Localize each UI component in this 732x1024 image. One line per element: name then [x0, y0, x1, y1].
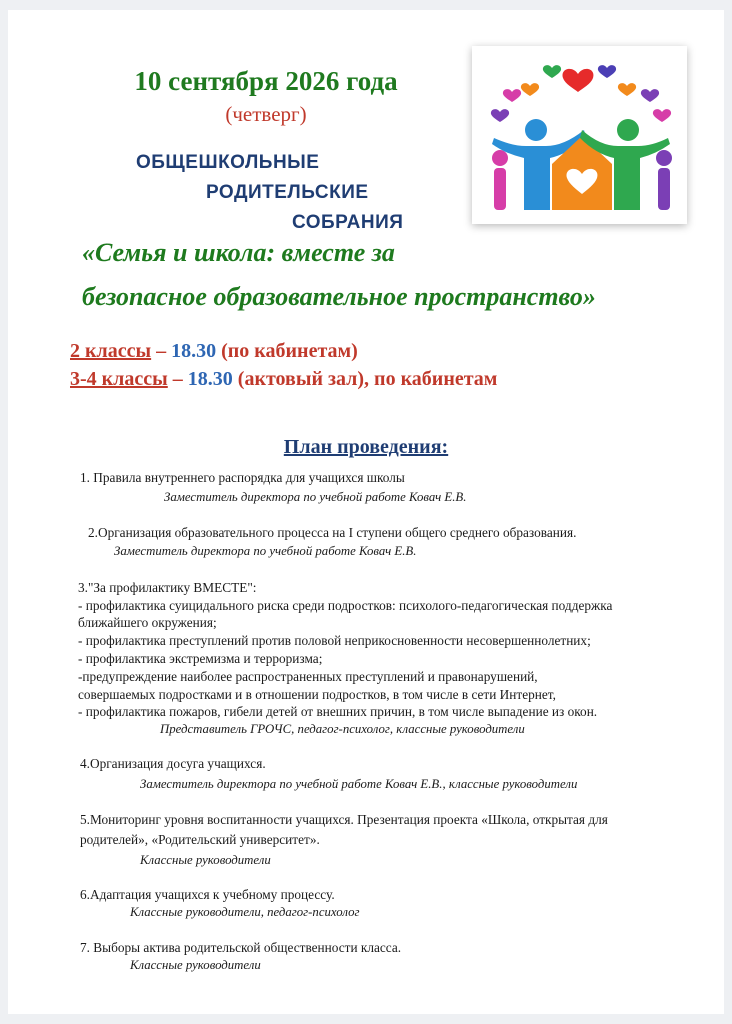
plan-item-6-responsible: Классные руководители, педагог-психолог — [130, 905, 360, 919]
plan-item-5-responsible: Классные руководители — [140, 853, 271, 867]
plan-title: План проведения: — [283, 436, 449, 458]
plan-item-1-responsible: Заместитель директора по учебной работе Ковач Е.В. — [164, 490, 467, 504]
schedule-classes: 2 классы — [70, 340, 152, 362]
heading-line-1: ОБЩЕШКОЛЬНЫЕ — [136, 152, 320, 173]
plan-item-7: 7. Выборы актива родительской общественности класса. — [80, 940, 402, 955]
plan-item-5-line: родителей», «Родительский университет». — [80, 832, 320, 847]
plan-item-2-responsible: Заместитель директора по учебной работе Ковач Е.В. — [114, 544, 417, 558]
schedule-row — [70, 368, 497, 391]
plan-item-5-line: 5.Мониторинг уровня воспитанности учащихся. Презентация проекта «Школа, открытая для — [80, 812, 608, 827]
schedule-classes: 3-4 классы — [70, 368, 168, 390]
plan-item-1: 1. Правила внутреннего распорядка для учащихся школы — [80, 470, 405, 485]
plan-item-4: 4.Организация досуга учащихся. — [80, 756, 266, 771]
plan-item-3-line: - профилактика суицидального риска среди подростков: психолого-педагогическая поддержка — [78, 598, 613, 613]
schedule-note: (по кабинетам) — [216, 340, 358, 362]
meeting-weekday: (четверг) — [225, 102, 307, 126]
schedule-row — [70, 340, 358, 363]
schedule-dash: – — [151, 340, 172, 362]
announcement-page — [8, 10, 724, 1014]
family-school-logo-icon — [472, 46, 687, 224]
plan-item-3-title: 3."За профилактику ВМЕСТЕ": — [78, 580, 257, 595]
plan-item-2: 2.Организация образовательного процесса на I ступени общего среднего образования. — [88, 525, 577, 540]
plan-item-3-line: - профилактика преступлений против половой неприкосновенности несовершеннолетних; — [78, 633, 591, 648]
plan-item-6: 6.Адаптация учащихся к учебному процессу. — [80, 887, 335, 902]
plan-item-7-responsible: Классные руководители — [130, 958, 261, 972]
schedule-dash: – — [167, 368, 188, 390]
meeting-date: 10 сентября 2026 года — [134, 66, 398, 96]
schedule-note: (актовый зал), по кабинетам — [232, 368, 498, 390]
schedule-time: 18.30 — [187, 368, 233, 390]
theme-line-2: безопасное образовательное пространство» — [82, 282, 596, 311]
heading-line-2: РОДИТЕЛЬСКИЕ — [206, 182, 369, 203]
plan-item-3-line: - профилактика пожаров, гибели детей от внешних причин, в том числе выпадение из окон. — [78, 704, 598, 719]
plan-item-3-line: совершаемых подростками и в отношении подростков, в том числе в сети Интернет, — [78, 687, 556, 702]
heading-line-3: СОБРАНИЯ — [292, 212, 404, 233]
plan-item-4-responsible: Заместитель директора по учебной работе Ковач Е.В., классные руководители — [140, 777, 578, 791]
plan-item-3-line: -предупреждение наиболее распространенных преступлений и правонарушений, — [78, 669, 538, 684]
theme-line-1: «Семья и школа: вместе за — [82, 238, 395, 267]
schedule-time: 18.30 — [171, 340, 217, 362]
plan-item-3-responsible: Представитель ГРОЧС, педагог-психолог, классные руководители — [160, 722, 525, 736]
plan-item-3-line: ближайшего окружения; — [78, 615, 217, 630]
plan-item-3-line: - профилактика экстремизма и терроризма; — [78, 651, 323, 666]
